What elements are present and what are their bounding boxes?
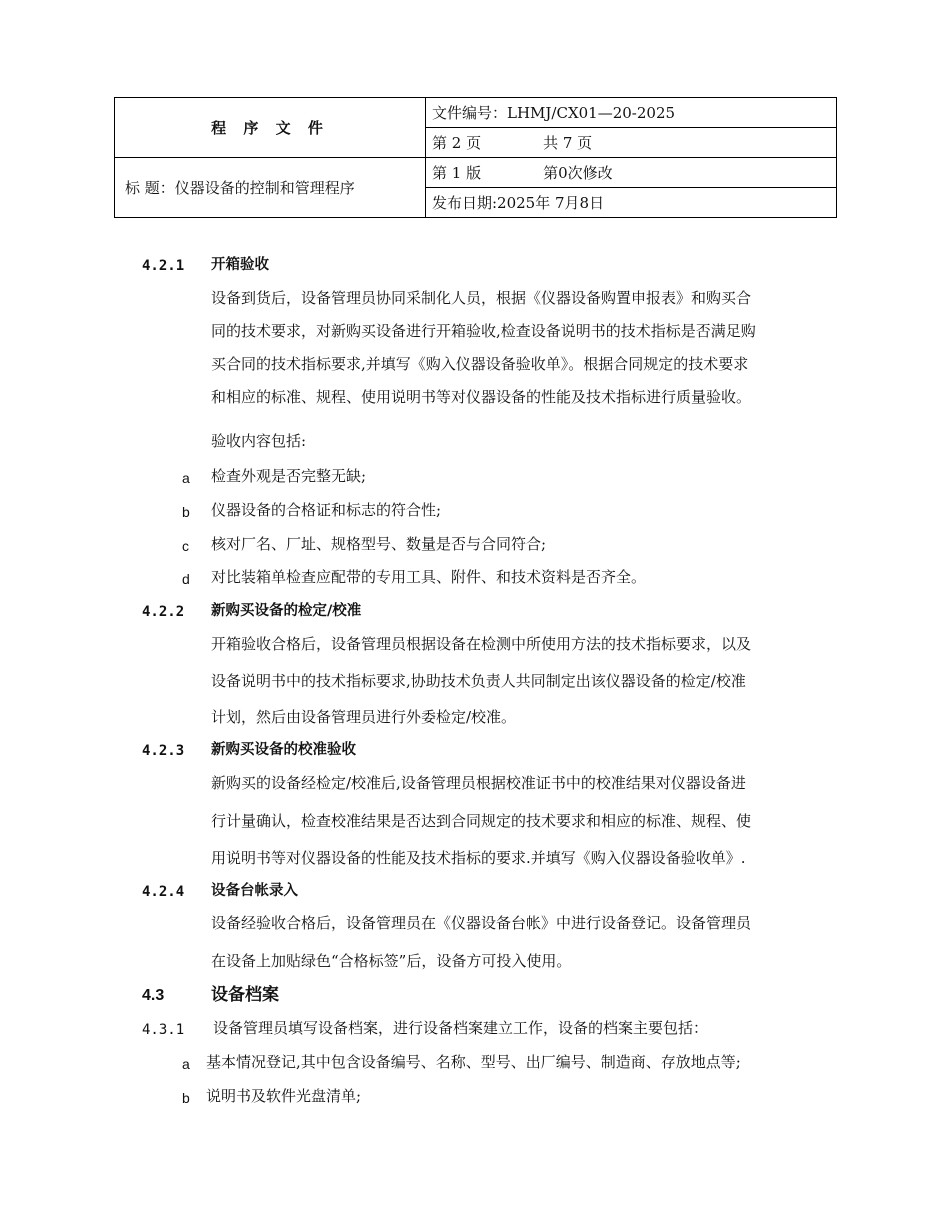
section-number: 4.2.4 <box>142 884 185 900</box>
list-marker: a <box>182 470 190 486</box>
list-item: 基本情况登记,其中包含设备编号、名称、型号、出厂编号、制造商、存放地点等; <box>206 1053 741 1071</box>
section-heading: 设备台帐录入 <box>211 883 298 899</box>
release-date: 发布日期:2025年 7月8日 <box>426 188 837 218</box>
document-header-table <box>114 97 837 218</box>
edition-info <box>426 158 837 188</box>
section-heading: 新购买设备的检定/校准 <box>211 603 362 619</box>
list-marker: b <box>182 1090 190 1106</box>
paragraph-line: 用说明书等对仪器设备的性能及技术指标的要求.并填写《购入仪器设备验收单》. <box>211 849 746 867</box>
paragraph-line: 设备管理员填写设备档案，进行设备档案建立工作，设备的档案主要包括： <box>213 1019 709 1037</box>
section-number: 4.2.2 <box>142 604 185 620</box>
document-kind: 程 序 文 件 <box>115 98 426 158</box>
paragraph-line: 计划，然后由设备管理员进行外委检定/校准。 <box>211 708 517 726</box>
page-number: 第 2 页 <box>432 134 482 152</box>
section-heading: 新购买设备的校准验收 <box>211 742 356 758</box>
section-heading: 开箱验收 <box>211 257 269 273</box>
paragraph-line: 设备经验收合格后，设备管理员在《仪器设备台帐》中进行设备登记。设备管理员 <box>211 914 752 932</box>
paragraph-line: 设备说明书中的技术指标要求,协助技术负责人共同制定出该仪器设备的检定/校准 <box>211 672 746 690</box>
paragraph-line: 和相应的标准、规程、使用说明书等对仪器设备的性能及技术指标进行质量验收。 <box>211 388 752 406</box>
paragraph-line: 行计量确认，检查校准结果是否达到合同规定的技术要求和相应的标准、规程、使 <box>211 812 752 830</box>
section-heading: 设备档案 <box>211 985 279 1005</box>
list-marker: b <box>182 504 190 520</box>
total-pages: 共 7 页 <box>543 134 593 152</box>
paragraph-line: 同的技术要求，对新购买设备进行开箱验收,检查设备说明书的技术指标是否满足购 <box>211 322 756 340</box>
list-marker: a <box>182 1056 190 1072</box>
list-marker: c <box>182 538 189 554</box>
section-number: 4.3.1 <box>142 1022 185 1038</box>
list-marker: d <box>182 571 190 587</box>
edition: 第 1 版 <box>432 164 482 182</box>
paragraph-line: 设备到货后，设备管理员协同采制化人员，根据《仪器设备购置申报表》和购买合 <box>211 289 752 307</box>
list-item: 对比装箱单检查应配带的专用工具、附件、和技术资料是否齐全。 <box>211 568 647 586</box>
list-item: 核对厂名、厂址、规格型号、数量是否与合同符合; <box>211 535 547 553</box>
list-item: 检查外观是否完整无缺; <box>211 467 367 485</box>
section-number: 4.2.1 <box>142 258 185 274</box>
document-title: 标 题：仪器设备的控制和管理程序 <box>115 158 426 218</box>
paragraph-line: 验收内容包括: <box>211 432 307 450</box>
paragraph-line: 开箱验收合格后，设备管理员根据设备在检测中所使用方法的技术指标要求，以及 <box>211 635 752 653</box>
section-number: 4.2.3 <box>142 743 185 759</box>
section-number: 4.3 <box>142 987 165 1004</box>
list-item: 说明书及软件光盘清单; <box>206 1087 362 1105</box>
page-info <box>426 128 837 158</box>
paragraph-line: 买合同的技术指标要求,并填写《购入仪器设备验收单》。根据合同规定的技术要求 <box>211 355 749 373</box>
list-item: 仪器设备的合格证和标志的符合性; <box>211 501 442 519</box>
paragraph-line: 在设备上加贴绿色“合格标签”后，设备方可投入使用。 <box>211 952 572 970</box>
paragraph-line: 新购买的设备经检定/校准后,设备管理员根据校准证书中的校准结果对仪器设备进 <box>211 774 746 792</box>
revision: 第0次修改 <box>543 164 613 182</box>
document-number: 文件编号：LHMJ/CX01—20-2025 <box>426 98 837 128</box>
